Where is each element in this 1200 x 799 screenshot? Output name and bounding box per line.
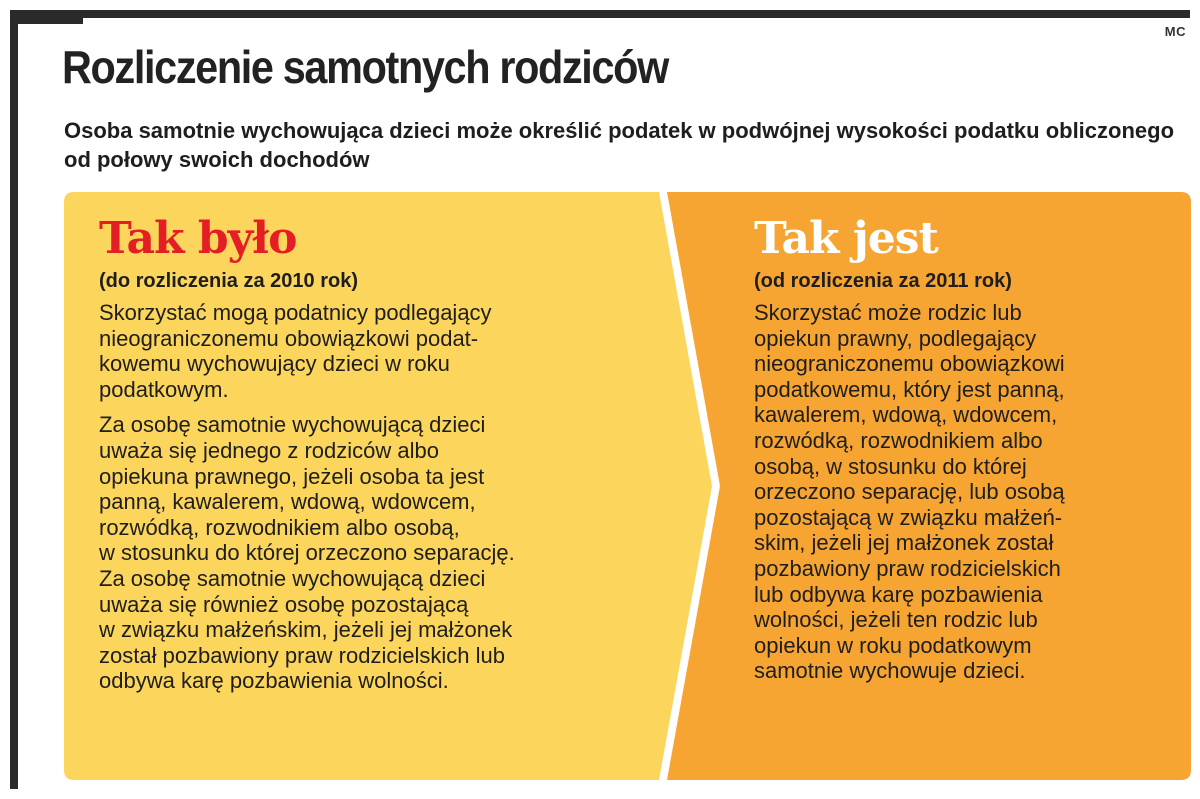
left-paragraph-line: uważa się również osobę pozostającą: [99, 591, 469, 617]
before-subheading: (do rozliczenia za 2010 rok): [99, 270, 358, 292]
before-panel: [99, 192, 659, 780]
right-paragraph-line: pozbawiony praw rodzicielskich: [754, 555, 1061, 581]
left-paragraph-line: panną, kawalerem, wdową, wdowcem,: [99, 489, 476, 515]
left-paragraph-line: w związku małżeńskim, jeżeli jej małżonek: [99, 617, 513, 643]
left-paragraph-line: podatkowym.: [99, 376, 229, 402]
frame-top-rule: [10, 10, 1190, 18]
left-paragraph-line: odbywa karę pozbawienia wolności.: [99, 668, 449, 694]
before-heading: Tak było: [99, 213, 297, 264]
left-paragraph-line: opiekuna prawnego, jeżeli osoba ta jest: [99, 463, 485, 489]
after-subheading: (od rozliczenia za 2011 rok): [754, 270, 1012, 292]
after-heading: Tak jest: [754, 213, 938, 264]
left-paragraph-line: Za osobę samotnie wychowującą dzieci: [99, 565, 486, 591]
comparison-panels: [64, 192, 1191, 780]
source-label: MC: [1164, 24, 1186, 39]
after-panel: [754, 192, 1174, 780]
left-paragraph-line: kowemu wychowujący dzieci w roku: [99, 351, 450, 377]
right-paragraph-line: Skorzystać może rodzic lub: [754, 300, 1022, 325]
right-paragraph-line: pozostającą w związku małżeń-: [754, 504, 1063, 530]
right-paragraph-line: skim, jeżeli jej małżonek został: [754, 530, 1054, 556]
left-paragraph-line: został pozbawiony praw rodzicielskich lub: [99, 642, 505, 668]
left-paragraph: [99, 300, 659, 402]
left-paragraph-line: w stosunku do której orzeczono separację.: [99, 540, 515, 566]
right-paragraph-line: lub odbywa karę pozbawienia: [754, 581, 1043, 607]
frame-corner-accent: [10, 10, 83, 24]
right-paragraph-line: samotnie wychowuje dzieci.: [754, 658, 1026, 684]
right-paragraph-line: wolności, jeżeli ten rodzic lub: [754, 607, 1038, 633]
frame-left-rule: [10, 10, 18, 789]
right-paragraph-line: podatkowemu, który jest panną,: [754, 376, 1065, 402]
right-paragraph-line: kawalerem, wdową, wdowcem,: [754, 402, 1058, 428]
left-paragraph-line: uważa się jednego z rodziców albo: [99, 437, 439, 463]
left-paragraph-line: rozwódką, rozwodnikiem albo osobą,: [99, 514, 460, 540]
page-title: Rozliczenie samotnych rodziców: [62, 41, 668, 93]
left-paragraph-line: nieograniczonemu obowiązkowi podat-: [99, 325, 479, 351]
right-paragraph-line: rozwódką, rozwodnikiem albo: [754, 427, 1043, 453]
right-paragraph-line: osobą, w stosunku do której: [754, 453, 1027, 479]
after-body: [754, 300, 1174, 684]
right-paragraph: [754, 300, 1174, 684]
right-paragraph-line: opiekun w roku podatkowym: [754, 632, 1032, 658]
left-paragraph: [99, 412, 659, 694]
before-body: [99, 300, 659, 694]
right-paragraph-line: nieograniczonemu obowiązkowi: [754, 351, 1065, 377]
left-paragraph-line: Skorzystać mogą podatnicy podlegający: [99, 300, 492, 325]
right-paragraph-line: orzeczono separację, lub osobą: [754, 479, 1065, 505]
left-paragraph-line: Za osobę samotnie wychowującą dzieci: [99, 412, 486, 438]
right-paragraph-line: opiekun prawny, podlegający: [754, 325, 1037, 351]
page-subtitle: Osoba samotnie wychowująca dzieci może określić podatek w podwójnej wysokości podatku obliczonego od połowy swoich dochodów: [64, 118, 1175, 172]
